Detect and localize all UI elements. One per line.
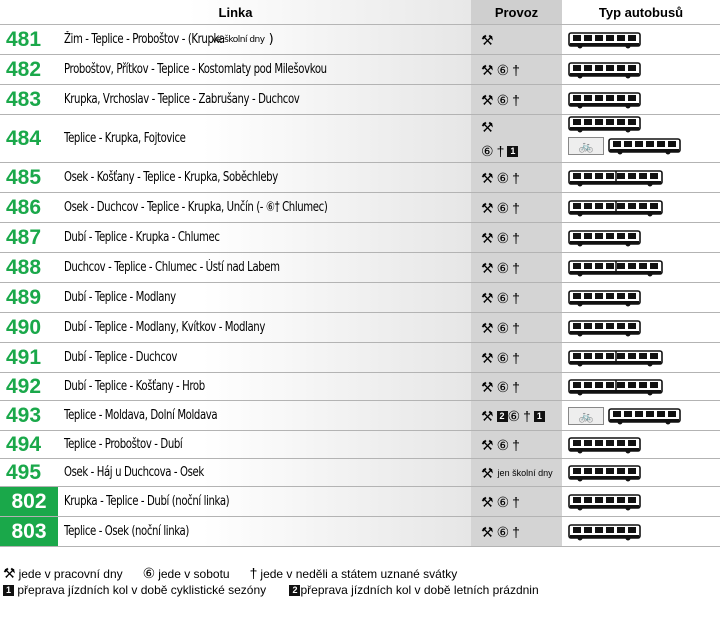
bus-icon [608, 407, 682, 425]
line-number: 495 [6, 460, 42, 484]
boxed-one-icon: 1 [507, 146, 518, 157]
hammer-pick-icon: ⚒ [481, 436, 494, 453]
header-provoz: Provoz [471, 0, 562, 24]
circled-six-icon: ⑥ [496, 289, 510, 306]
line-number: 486 [6, 195, 42, 219]
route-description [58, 115, 471, 162]
table-row [0, 85, 720, 115]
table-row [0, 343, 720, 373]
table-row [0, 115, 720, 163]
bus-icon [568, 436, 642, 454]
bus-type-cell [562, 85, 720, 114]
hammer-pick-icon: ⚒ [481, 464, 494, 481]
provoz-cell [471, 343, 562, 372]
route-description [58, 401, 471, 430]
table-row [0, 517, 720, 547]
table-row [0, 283, 720, 313]
route-text: Teplice - Osek (noční linka) [64, 524, 189, 539]
route-text: Žim - Teplice - Proboštov - (Krupka [64, 32, 225, 47]
table-row [0, 223, 720, 253]
provoz-cell [471, 115, 562, 162]
table-row [0, 373, 720, 401]
circled-six-icon: ⑥ [507, 407, 521, 424]
line-number: 492 [6, 374, 42, 398]
bus-type-cell [562, 401, 720, 430]
route-description [58, 431, 471, 458]
bus-type-cell [562, 25, 720, 54]
provoz-cell [471, 401, 562, 430]
route-text: Teplice - Moldava, Dolní Moldava [64, 408, 218, 423]
bus-type-cell [562, 55, 720, 84]
line-number: 493 [6, 403, 42, 427]
bus-icon [568, 493, 642, 511]
route-text: Krupka - Teplice - Dubí (noční linka) [64, 494, 230, 509]
dagger-icon: † [512, 523, 520, 540]
route-description [58, 25, 471, 54]
bus-icon [568, 31, 642, 49]
bus-type-cell [562, 193, 720, 222]
bus-type-cell [562, 459, 720, 486]
line-number: 488 [6, 255, 42, 279]
hammer-pick-icon: ⚒ [481, 289, 494, 306]
line-number: 803 [0, 517, 58, 546]
provoz-cell [471, 253, 562, 282]
route-text: Dubí - Teplice - Modlany, Kvítkov - Modlany [64, 320, 265, 335]
table-row [0, 163, 720, 193]
dagger-icon: † [512, 349, 520, 366]
table-row [0, 459, 720, 487]
hammer-pick-icon: ⚒ [481, 229, 494, 246]
route-note: ve školní dny [211, 34, 265, 45]
circled-six-icon: ⑥ [496, 169, 510, 186]
legend [3, 566, 539, 598]
route-text: Osek - Duchcov - Teplice - Krupka, Unčín (- ⑥† Chlumec) [64, 200, 328, 215]
route-description [58, 223, 471, 252]
table-row [0, 193, 720, 223]
route-description [58, 193, 471, 222]
provoz-cell [471, 85, 562, 114]
table-row [0, 431, 720, 459]
route-text: Krupka, Vrchoslav - Teplice - Zabrušany - Duchcov [64, 92, 300, 107]
line-number: 490 [6, 315, 42, 339]
header-typ: Typ autobusů [562, 0, 720, 24]
bus-icon [568, 319, 642, 337]
bus-icon [568, 464, 642, 482]
boxed-one-icon: 1 [534, 411, 545, 422]
articulated-bus-icon [568, 169, 664, 187]
boxed-two-icon: 2 [289, 585, 300, 596]
circled-six-icon: ⑥ [496, 319, 510, 336]
provoz-cell [471, 223, 562, 252]
bus-icon [568, 91, 642, 109]
circled-six-icon: ⑥ [496, 349, 510, 366]
line-number: 482 [6, 57, 42, 81]
dagger-icon: † [249, 565, 258, 581]
dagger-icon: † [512, 259, 520, 276]
articulated-bus-icon [568, 259, 664, 277]
hammer-pick-icon: ⚒ [481, 319, 494, 336]
circled-six-icon: ⑥ [496, 523, 510, 540]
route-text: Osek - Košťany - Teplice - Krupka, Soběchleby [64, 170, 278, 185]
circled-six-icon: ⑥ [496, 436, 510, 453]
hammer-pick-icon: ⚒ [481, 259, 494, 276]
route-description [58, 55, 471, 84]
dagger-icon: † [512, 61, 520, 78]
route-description [58, 253, 471, 282]
dagger-icon: † [512, 436, 520, 453]
articulated-bus-icon [568, 378, 664, 396]
bus-type-cell [562, 373, 720, 400]
table-row [0, 487, 720, 517]
route-description [58, 343, 471, 372]
route-description [58, 283, 471, 312]
bus-type-cell [562, 223, 720, 252]
hammer-pick-icon: ⚒ [481, 61, 494, 78]
line-number: 483 [6, 87, 42, 111]
route-text: Teplice - Krupka, Fojtovice [64, 131, 186, 146]
route-text: Teplice - Proboštov - Dubí [64, 437, 183, 452]
bus-type-cell [562, 517, 720, 546]
circled-six-icon: ⑥ [496, 259, 510, 276]
bus-icon [568, 523, 642, 541]
circled-six-icon: ⑥ [496, 91, 510, 108]
circled-six-icon: ⑥ [496, 199, 510, 216]
provoz-cell [471, 55, 562, 84]
bus-icon [568, 229, 642, 247]
route-description [58, 487, 471, 516]
boxed-one-icon: 1 [3, 585, 14, 596]
legend-line-1: ⚒ jede v pracovní dny ⑥ jede v sobotu † jede v neděli a státem uznané svátky [3, 565, 458, 581]
circled-six-icon: ⑥ [481, 142, 494, 159]
legend-line-2: 1 přeprava jízdních kol v době cyklistické sezóny 2 přeprava jízdních kol v době letních prázdnin [3, 582, 539, 598]
hammer-pick-icon: ⚒ [481, 91, 494, 108]
hammer-pick-icon: ⚒ [481, 199, 494, 216]
bus-type-cell [562, 115, 720, 162]
hammer-pick-icon: ⚒ [481, 407, 494, 424]
table-row [0, 313, 720, 343]
route-description [58, 85, 471, 114]
line-number: 481 [6, 27, 42, 51]
bus-type-cell [562, 253, 720, 282]
bus-type-cell [562, 283, 720, 312]
provoz-cell [471, 283, 562, 312]
route-description [58, 517, 471, 546]
circled-six-icon: ⑥ [496, 493, 510, 510]
articulated-bus-icon [568, 199, 664, 217]
provoz-cell [471, 459, 562, 486]
circled-six-icon: ⑥ [496, 378, 510, 395]
bus-icon [608, 137, 682, 155]
bus-icon [568, 115, 642, 133]
table-row [0, 55, 720, 85]
circled-six-icon: ⑥ [142, 565, 156, 581]
line-number: 485 [6, 165, 42, 189]
table-row [0, 401, 720, 431]
route-end: ) [268, 32, 274, 47]
route-description [58, 373, 471, 400]
table-row [0, 25, 720, 55]
line-number: 494 [6, 432, 42, 456]
bus-type-cell [562, 163, 720, 192]
hammer-pick-icon: ⚒ [481, 31, 494, 48]
bus-type-cell [562, 343, 720, 372]
hammer-pick-icon: ⚒ [3, 565, 16, 581]
hammer-pick-icon: ⚒ [481, 493, 494, 510]
dagger-icon: † [512, 199, 520, 216]
dagger-icon: † [512, 169, 520, 186]
line-number: 491 [6, 345, 42, 369]
dagger-icon: † [512, 229, 520, 246]
hammer-pick-icon: ⚒ [481, 378, 494, 395]
dagger-icon: † [512, 378, 520, 395]
route-text: Proboštov, Přítkov - Teplice - Kostomlaty pod Milešovkou [64, 62, 327, 77]
provoz-cell [471, 431, 562, 458]
dagger-icon: † [512, 319, 520, 336]
bus-type-cell [562, 487, 720, 516]
line-number: 484 [6, 126, 42, 150]
provoz-cell [471, 163, 562, 192]
bus-icon [568, 289, 642, 307]
route-description [58, 459, 471, 486]
bus-icon [568, 61, 642, 79]
provoz-cell [471, 487, 562, 516]
route-text: Dubí - Teplice - Krupka - Chlumec [64, 230, 220, 245]
hammer-pick-icon: ⚒ [481, 118, 494, 135]
hammer-pick-icon: ⚒ [481, 349, 494, 366]
circled-six-icon: ⑥ [496, 229, 510, 246]
bike-trailer-icon: 🚲 [568, 407, 604, 425]
articulated-bus-icon [568, 349, 664, 367]
provoz-note: jen školní dny [497, 467, 553, 478]
table-header [0, 0, 720, 25]
dagger-icon: † [512, 91, 520, 108]
provoz-cell [471, 313, 562, 342]
route-text: Dubí - Teplice - Modlany [64, 290, 176, 305]
line-number: 489 [6, 285, 42, 309]
route-text: Dubí - Teplice - Duchcov [64, 350, 177, 365]
dagger-icon: † [523, 407, 531, 424]
dagger-icon: † [512, 493, 520, 510]
dagger-icon: † [512, 289, 520, 306]
line-number: 487 [6, 225, 42, 249]
hammer-pick-icon: ⚒ [481, 523, 494, 540]
bus-type-cell [562, 431, 720, 458]
table-row [0, 253, 720, 283]
boxed-two-icon: 2 [497, 411, 508, 422]
provoz-cell [471, 193, 562, 222]
route-text: Dubí - Teplice - Košťany - Hrob [64, 379, 205, 394]
header-linka: Linka [0, 0, 471, 24]
provoz-cell [471, 373, 562, 400]
route-description [58, 163, 471, 192]
provoz-cell [471, 517, 562, 546]
route-text: Duchcov - Teplice - Chlumec - Ústí nad Labem [64, 260, 280, 275]
line-number: 802 [0, 487, 58, 516]
provoz-cell [471, 25, 562, 54]
bike-trailer-icon: 🚲 [568, 137, 604, 155]
route-text: Osek - Háj u Duchcova - Osek [64, 465, 204, 480]
circled-six-icon: ⑥ [496, 61, 510, 78]
bus-type-cell [562, 313, 720, 342]
dagger-icon: † [496, 142, 505, 159]
route-description [58, 313, 471, 342]
hammer-pick-icon: ⚒ [481, 169, 494, 186]
